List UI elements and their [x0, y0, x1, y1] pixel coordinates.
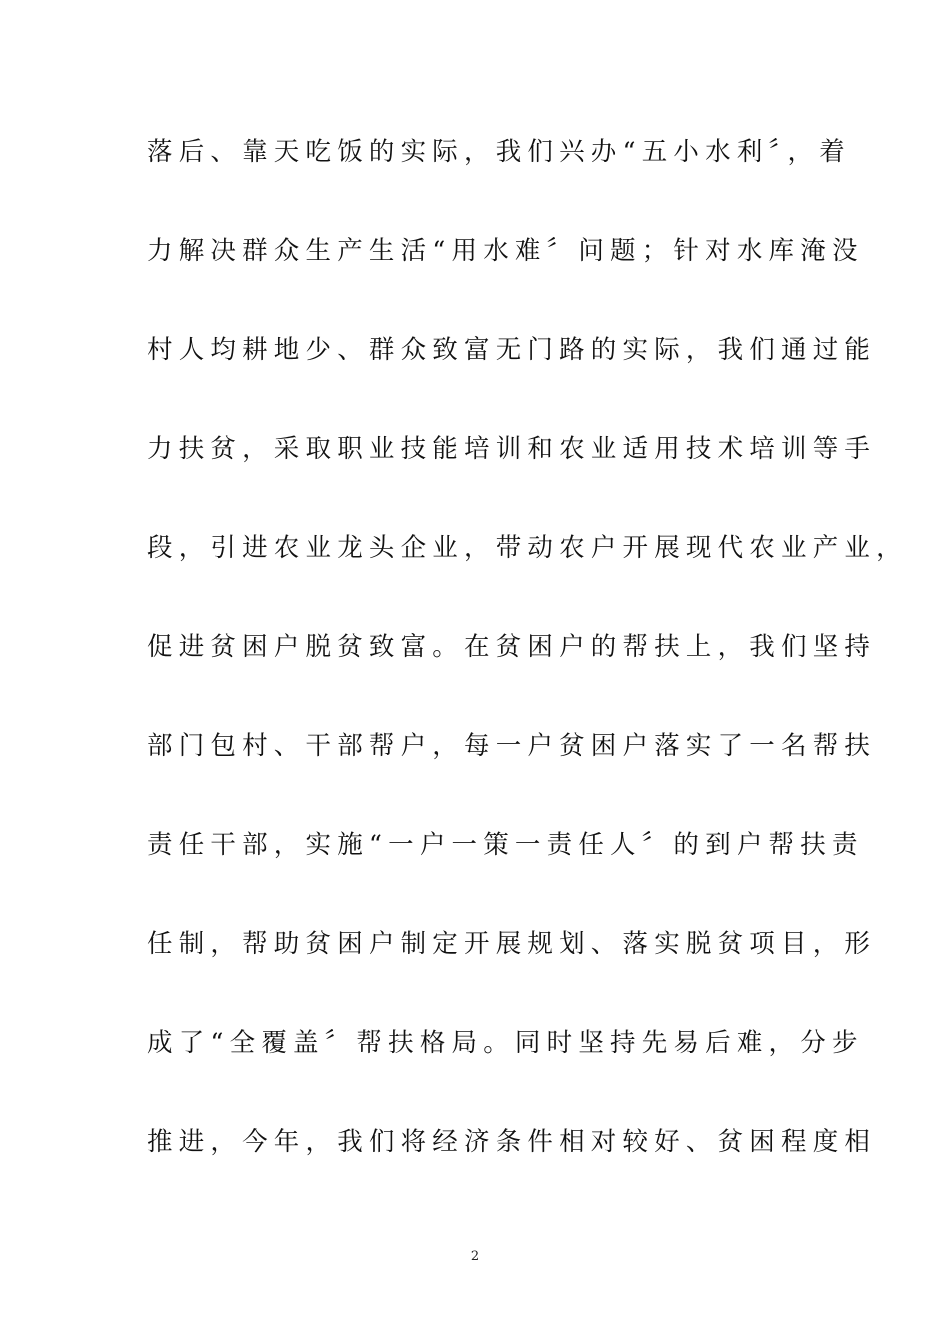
body-text [147, 127, 908, 1216]
text-line: 村人均耕地少、群众致富无门路的实际，我们通过能 [147, 335, 877, 365]
text-line: 责任干部，实施“一户一策一责任人〞的到户帮扶责 [147, 830, 864, 860]
text-line: 段，引进农业龙头企业，带动农户开展现代农业产业， [147, 533, 908, 563]
text-line: 成了“全覆盖〞帮扶格局。同时坚持先易后难，分步 [147, 1028, 864, 1058]
text-line: 部门包村、干部帮户，每一户贫困户落实了一名帮扶 [147, 731, 877, 761]
text-line: 力解决群众生产生活“用水难〞问题；针对水库淹没 [147, 236, 864, 266]
text-line: 力扶贫，采取职业技能培训和农业适用技术培训等手 [147, 434, 877, 464]
text-line: 任制，帮助贫困户制定开展规划、落实脱贫项目，形 [147, 929, 877, 959]
text-line: 促进贫困户脱贫致富。在贫困户的帮扶上，我们坚持 [147, 632, 877, 662]
text-line: 推进，今年，我们将经济条件相对较好、贫困程度相 [147, 1127, 877, 1157]
page-number: 2 [470, 1249, 480, 1264]
text-line: 落后、靠天吃饭的实际，我们兴办“五小水利〞，着 [147, 137, 851, 167]
